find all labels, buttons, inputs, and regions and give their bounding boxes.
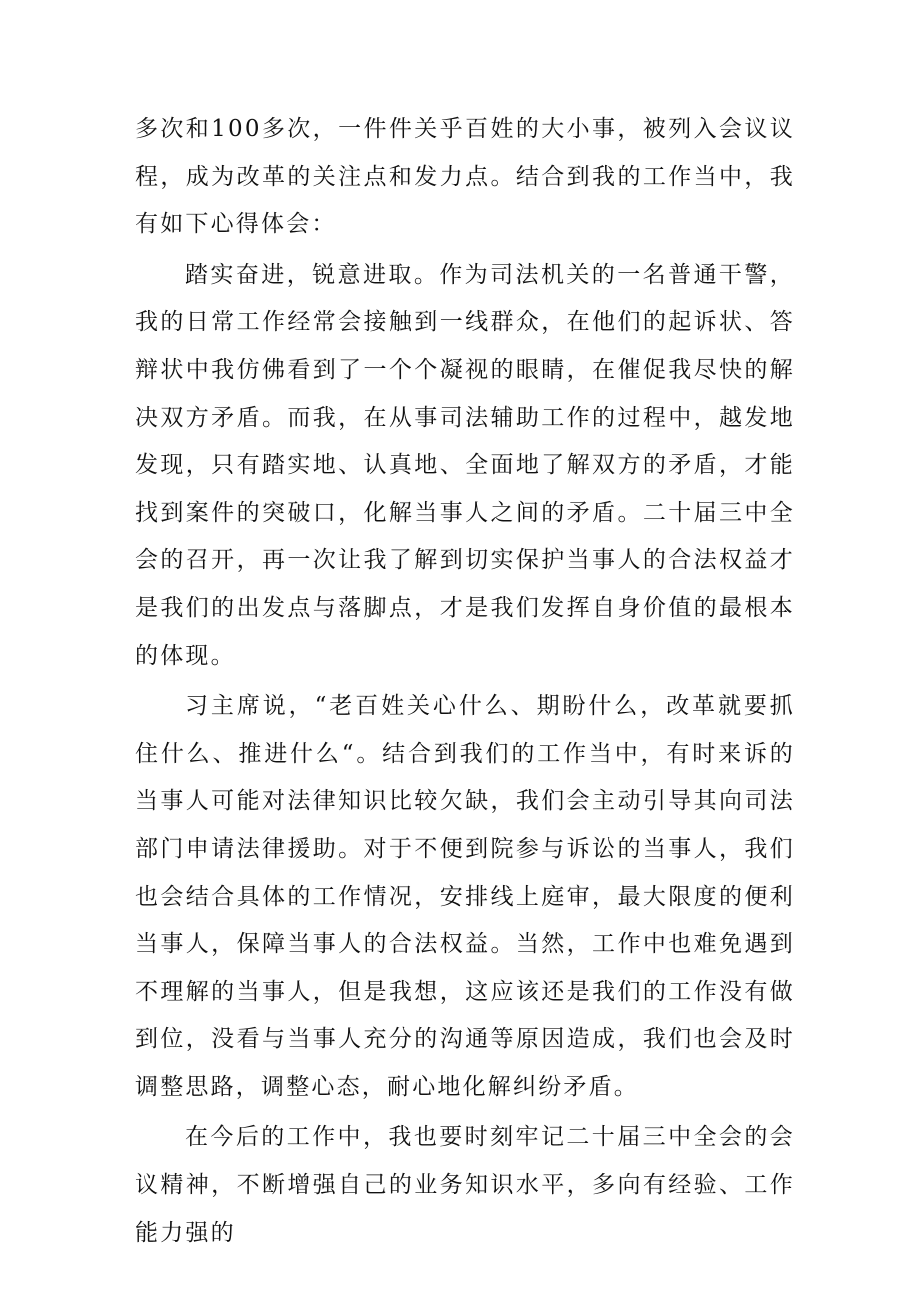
paragraph-quote: 习主席说，“老百姓关心什么、期盼什么，改革就要抓住什么、推进什么“。结合到我们的工作当中，有时来诉的当事人可能对法律知识比较欠缺，我们会主动引导其向司法部门申请法律援助。对于不便到院参与诉讼的当事人，我们也会结合具体的工作情况，安排线上庭审，最大限度的便利当事人，保障当事人的合法权益。当然，工作中也难免遇到不理解的当事人，但是我想，这应该还是我们的工作没有做到位，没看与当事人充分的沟通等原因造成，我们也会及时调整思路，调整心态，耐心地化解纠纷矛盾。 bbox=[135, 693, 795, 1100]
paragraph-future: 在今后的工作中，我也要时刻牢记二十届三中全会的会议精神，不断增强自己的业务知识水平，多向有经验、工作能力强的 bbox=[135, 1124, 795, 1246]
document-body bbox=[135, 106, 795, 1260]
paragraph-steadfast: 踏实奋进，锐意进取。作为司法机关的一名普通干警，我的日常工作经常会接触到一线群众，在他们的起诉状、答辩状中我仿佛看到了一个个凝视的眼睛，在催促我尽快的解决双方矛盾。而我，在从事司法辅助工作的过程中，越发地发现，只有踏实地、认真地、全面地了解双方的矛盾，才能找到案件的突破口，化解当事人之间的矛盾。二十届三中全会的召开，再一次让我了解到切实保护当事人的合法权益才是我们的出发点与落脚点，才是我们发挥自身价值的最根本的体现。 bbox=[135, 261, 795, 669]
paragraph-continuation: 多次和100多次，一件件关乎百姓的大小事，被列入会议议程，成为改革的关注点和发力点。结合到我的工作当中，我有如下心得体会： bbox=[135, 116, 795, 238]
